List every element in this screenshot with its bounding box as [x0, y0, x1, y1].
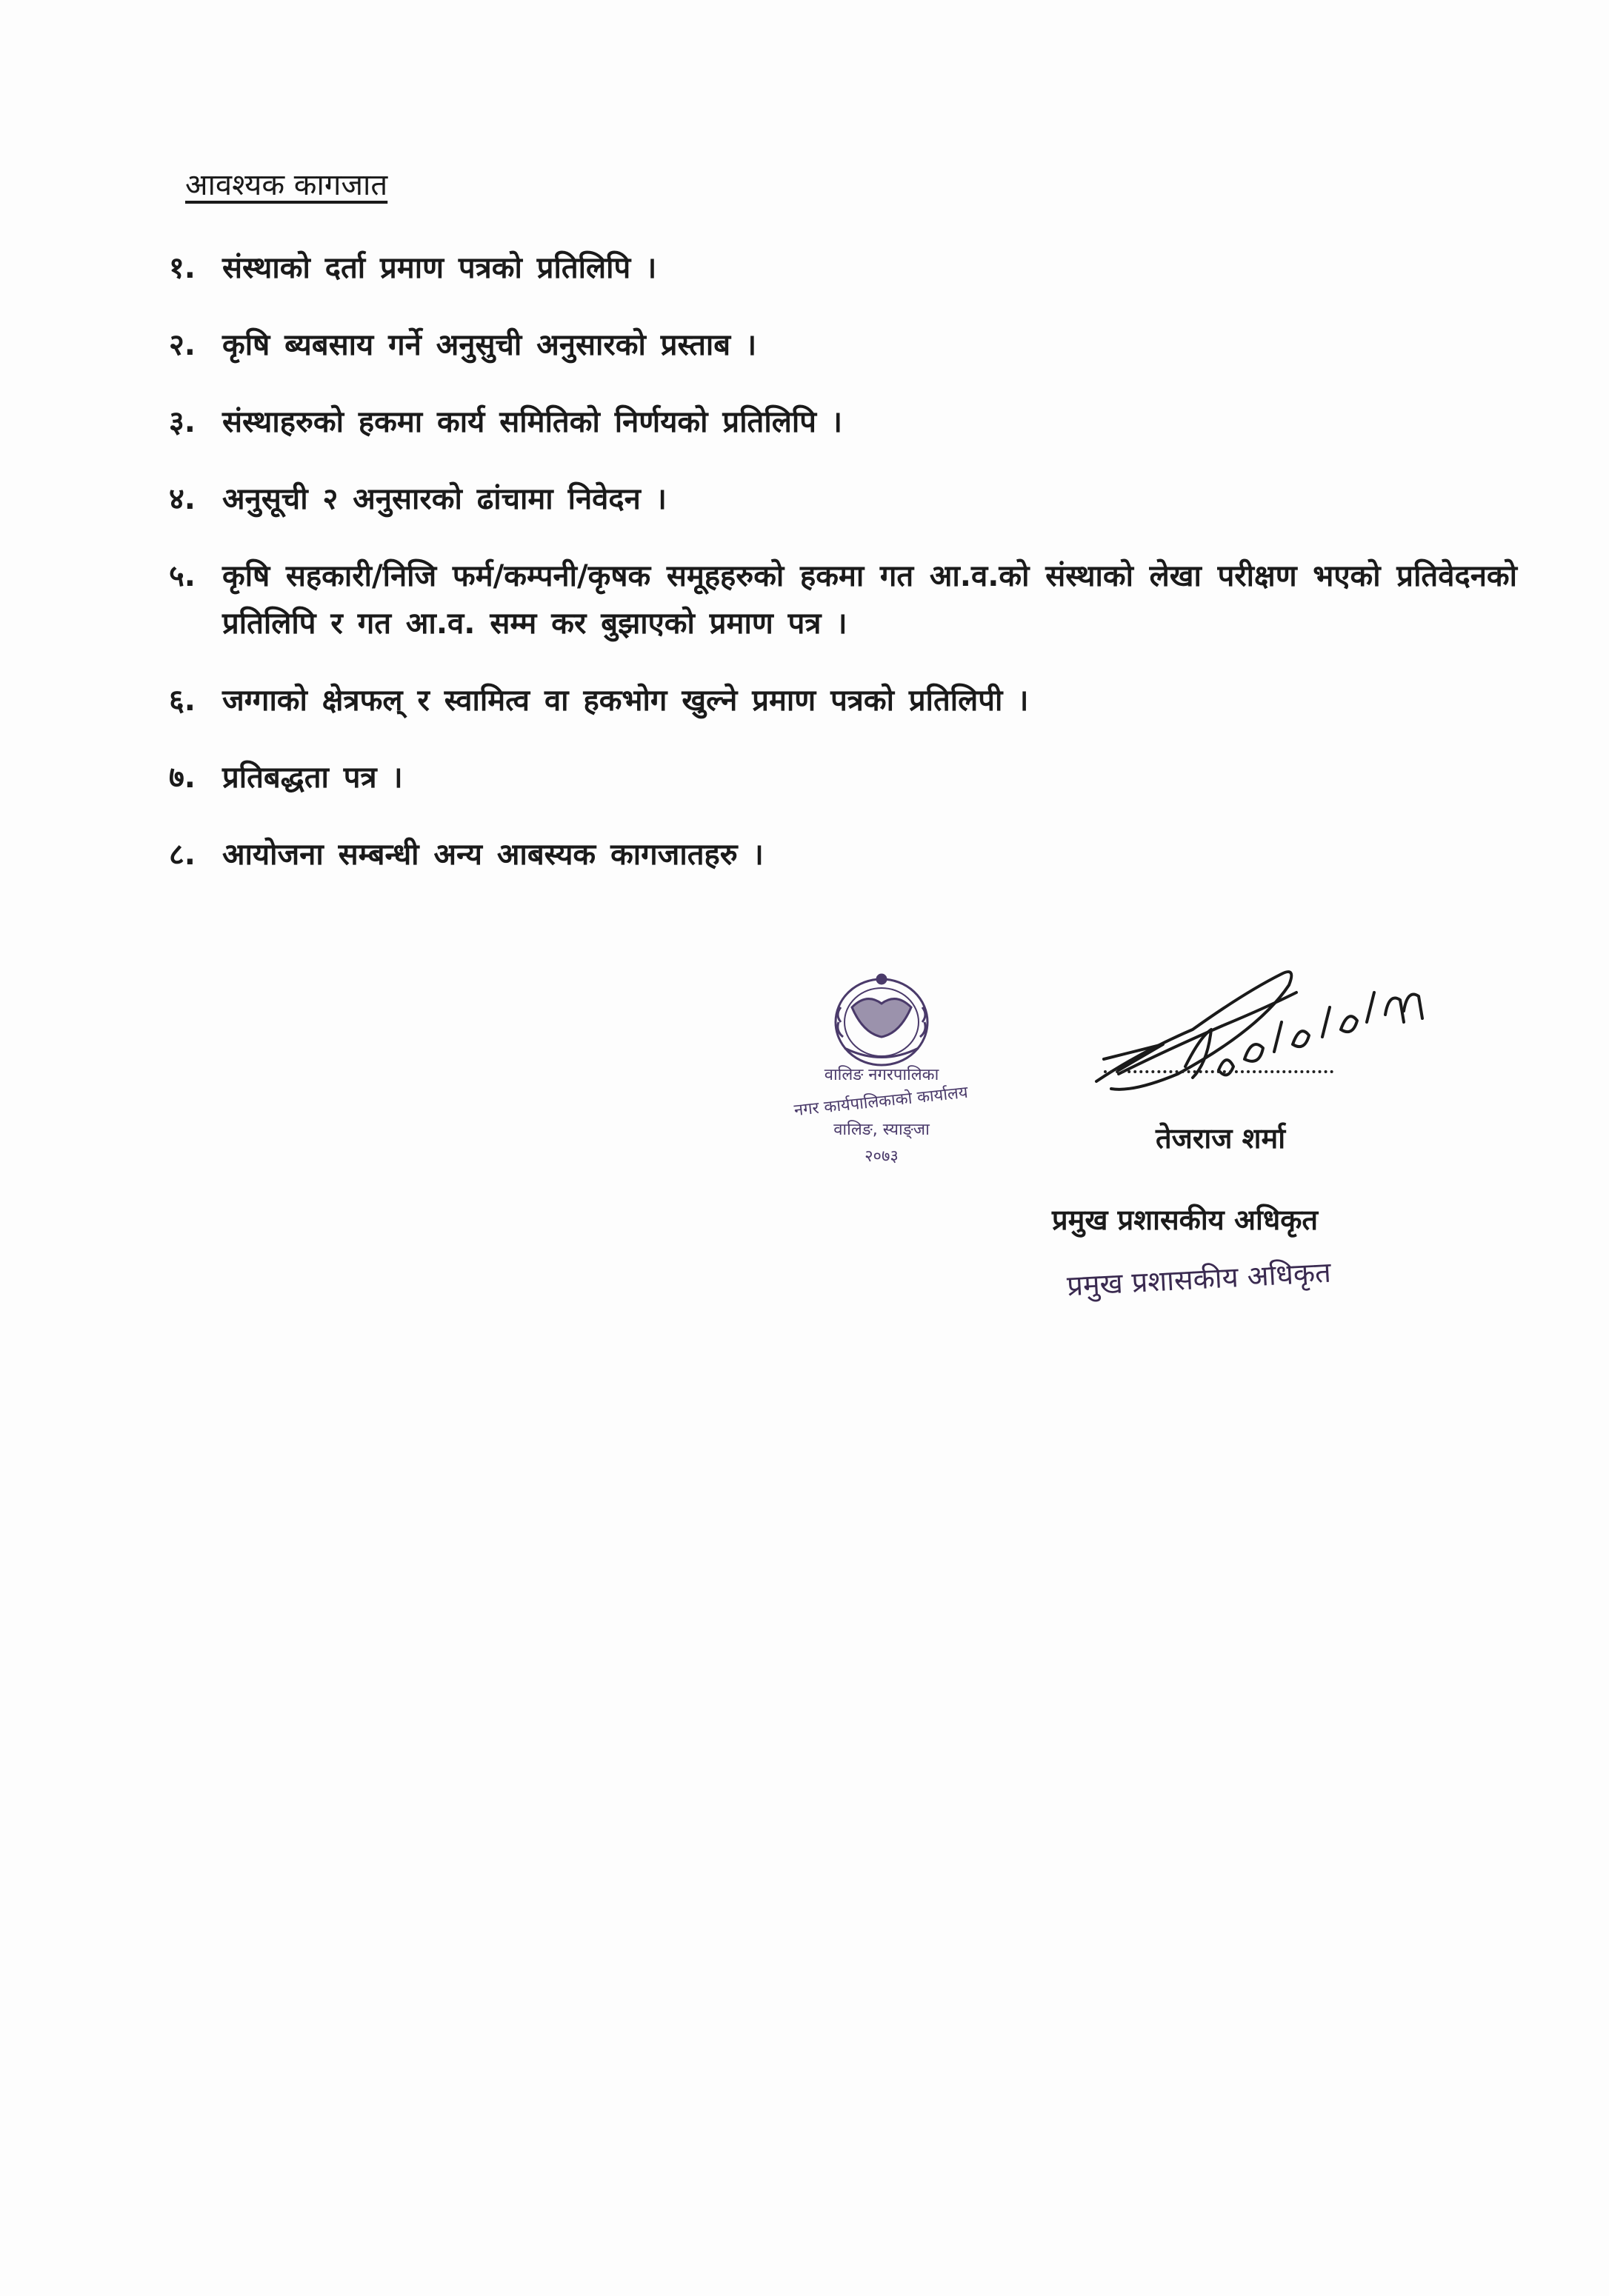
- seal-line3: वालिङ, स्याङ्जा: [833, 1121, 930, 1139]
- item-text: संस्थाहरुको हकमा कार्य समितिको निर्णयको प्रतिलिपि ।: [222, 405, 842, 439]
- item-text: आयोजना सम्बन्धी अन्य आबस्यक कागजातहरु ।: [222, 838, 764, 872]
- list-item: [169, 754, 1517, 801]
- signature-line: [1104, 1070, 1333, 1073]
- item-number: १.: [169, 251, 196, 285]
- item-number: २.: [169, 328, 196, 362]
- item-number: ५.: [169, 559, 196, 593]
- signer-name: तेजराज शर्मा: [1156, 1122, 1286, 1155]
- item-number: ४.: [169, 482, 196, 516]
- list-item: [169, 244, 1517, 292]
- item-number: ७.: [169, 761, 196, 795]
- seal-line1: वालिङ नगरपालिका: [824, 1066, 939, 1084]
- item-text: कृषि सहकारी/निजि फर्म/कम्पनी/कृषक समूहहरुको हकमा गत आ.व.को संस्थाको लेखा परीक्षण भएको प्रतिवेदनको प्रतिलिपि र गत आ.व. सम्म कर बुझाएको प्रमाण पत्र ।: [222, 559, 1517, 641]
- seal-line4: २०७३: [865, 1147, 899, 1166]
- required-documents-list: [169, 244, 1517, 908]
- list-item: [169, 831, 1517, 878]
- item-number: ८.: [169, 838, 196, 872]
- document-heading: आवश्यक कागजात: [185, 168, 388, 202]
- municipality-seal-icon: [770, 963, 993, 1185]
- list-item: [169, 475, 1517, 523]
- list-item: [169, 398, 1517, 446]
- signer-designation: प्रमुख प्रशासकीय अधिकृत: [1052, 1204, 1319, 1236]
- item-text: प्रतिबद्धता पत्र ।: [222, 761, 403, 795]
- item-text: जग्गाको क्षेत्रफल् र स्वामित्व वा हकभोग खुल्ने प्रमाण पत्रको प्रतिलिपी ।: [222, 684, 1029, 718]
- item-number: ३.: [169, 405, 196, 439]
- item-text: संस्थाको दर्ता प्रमाण पत्रको प्रतिलिपि ।: [222, 251, 657, 285]
- handwritten-signature-icon: [1074, 941, 1430, 1118]
- item-number: ६.: [169, 684, 196, 718]
- item-text: अनुसूची २ अनुसारको ढांचामा निवेदन ।: [222, 482, 667, 516]
- list-item: [169, 321, 1517, 369]
- list-item: [169, 677, 1517, 724]
- seal-line2: नगर कार्यपालिकाको कार्यालय: [793, 1083, 969, 1121]
- item-text: कृषि ब्यबसाय गर्ने अनुसुची अनुसारको प्रस्ताब ।: [222, 328, 757, 362]
- list-item: [169, 553, 1517, 647]
- stamped-designation: प्रमुख प्रशासकीय अधिकृत: [1066, 1255, 1332, 1303]
